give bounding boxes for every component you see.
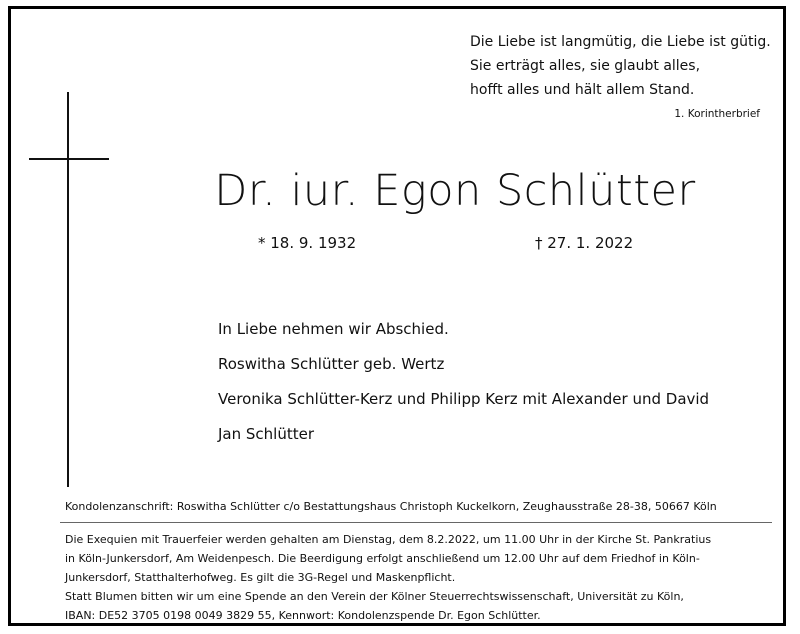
mourner-line: Roswitha Schlütter geb. Wertz: [218, 355, 445, 373]
birth-date: * 18. 9. 1932: [258, 234, 357, 252]
divider: [60, 522, 772, 523]
quote-line: Sie erträgt alles, sie glaubt alles,: [470, 58, 701, 74]
notice-line: Statt Blumen bitten wir um eine Spende an den Verein der Kölner Steuerrechtswissenschaft, Universität zu Köln,: [65, 590, 684, 603]
mourners-list: [218, 312, 709, 452]
deceased-name: Dr. iur. Egon Schlütter: [214, 166, 696, 216]
notice-line: Die Exequien mit Trauerfeier werden gehalten am Dienstag, dem 8.2.2022, um 11.00 Uhr in der Kirche St. Pankratius: [65, 533, 712, 546]
notice-line: IBAN: DE52 3705 0198 0049 3829 55, Kennwort: Kondolenzspende Dr. Egon Schlütter.: [65, 609, 541, 622]
notice-line: Junkersdorf, Statthalterhofweg. Es gilt die 3G-Regel und Maskenpflicht.: [65, 571, 456, 584]
mourner-line: Jan Schlütter: [218, 425, 314, 443]
bible-quote: [470, 30, 771, 102]
funeral-notice: [65, 530, 777, 625]
quote-source: 1. Korintherbrief: [674, 108, 760, 120]
quote-line: hofft alles und hält allem Stand.: [470, 82, 695, 98]
notice-line: in Köln-Junkersdorf, Am Weidenpesch. Die Beerdigung erfolgt anschließend um 12.00 Uhr auf dem Friedhof in Köln-: [65, 552, 700, 565]
condolence-address: Kondolenzanschrift: Roswitha Schlütter c/o Bestattungshaus Christoph Kuckelkorn, Zeughausstraße 28-38, 50667 Köln: [65, 500, 717, 513]
mourner-line: In Liebe nehmen wir Abschied.: [218, 320, 449, 338]
death-date: † 27. 1. 2022: [535, 234, 634, 252]
cross-icon-bar: [29, 158, 109, 160]
cross-icon: [67, 92, 69, 487]
quote-line: Die Liebe ist langmütig, die Liebe ist gütig.: [470, 34, 771, 50]
mourner-line: Veronika Schlütter-Kerz und Philipp Kerz mit Alexander und David: [218, 390, 710, 408]
